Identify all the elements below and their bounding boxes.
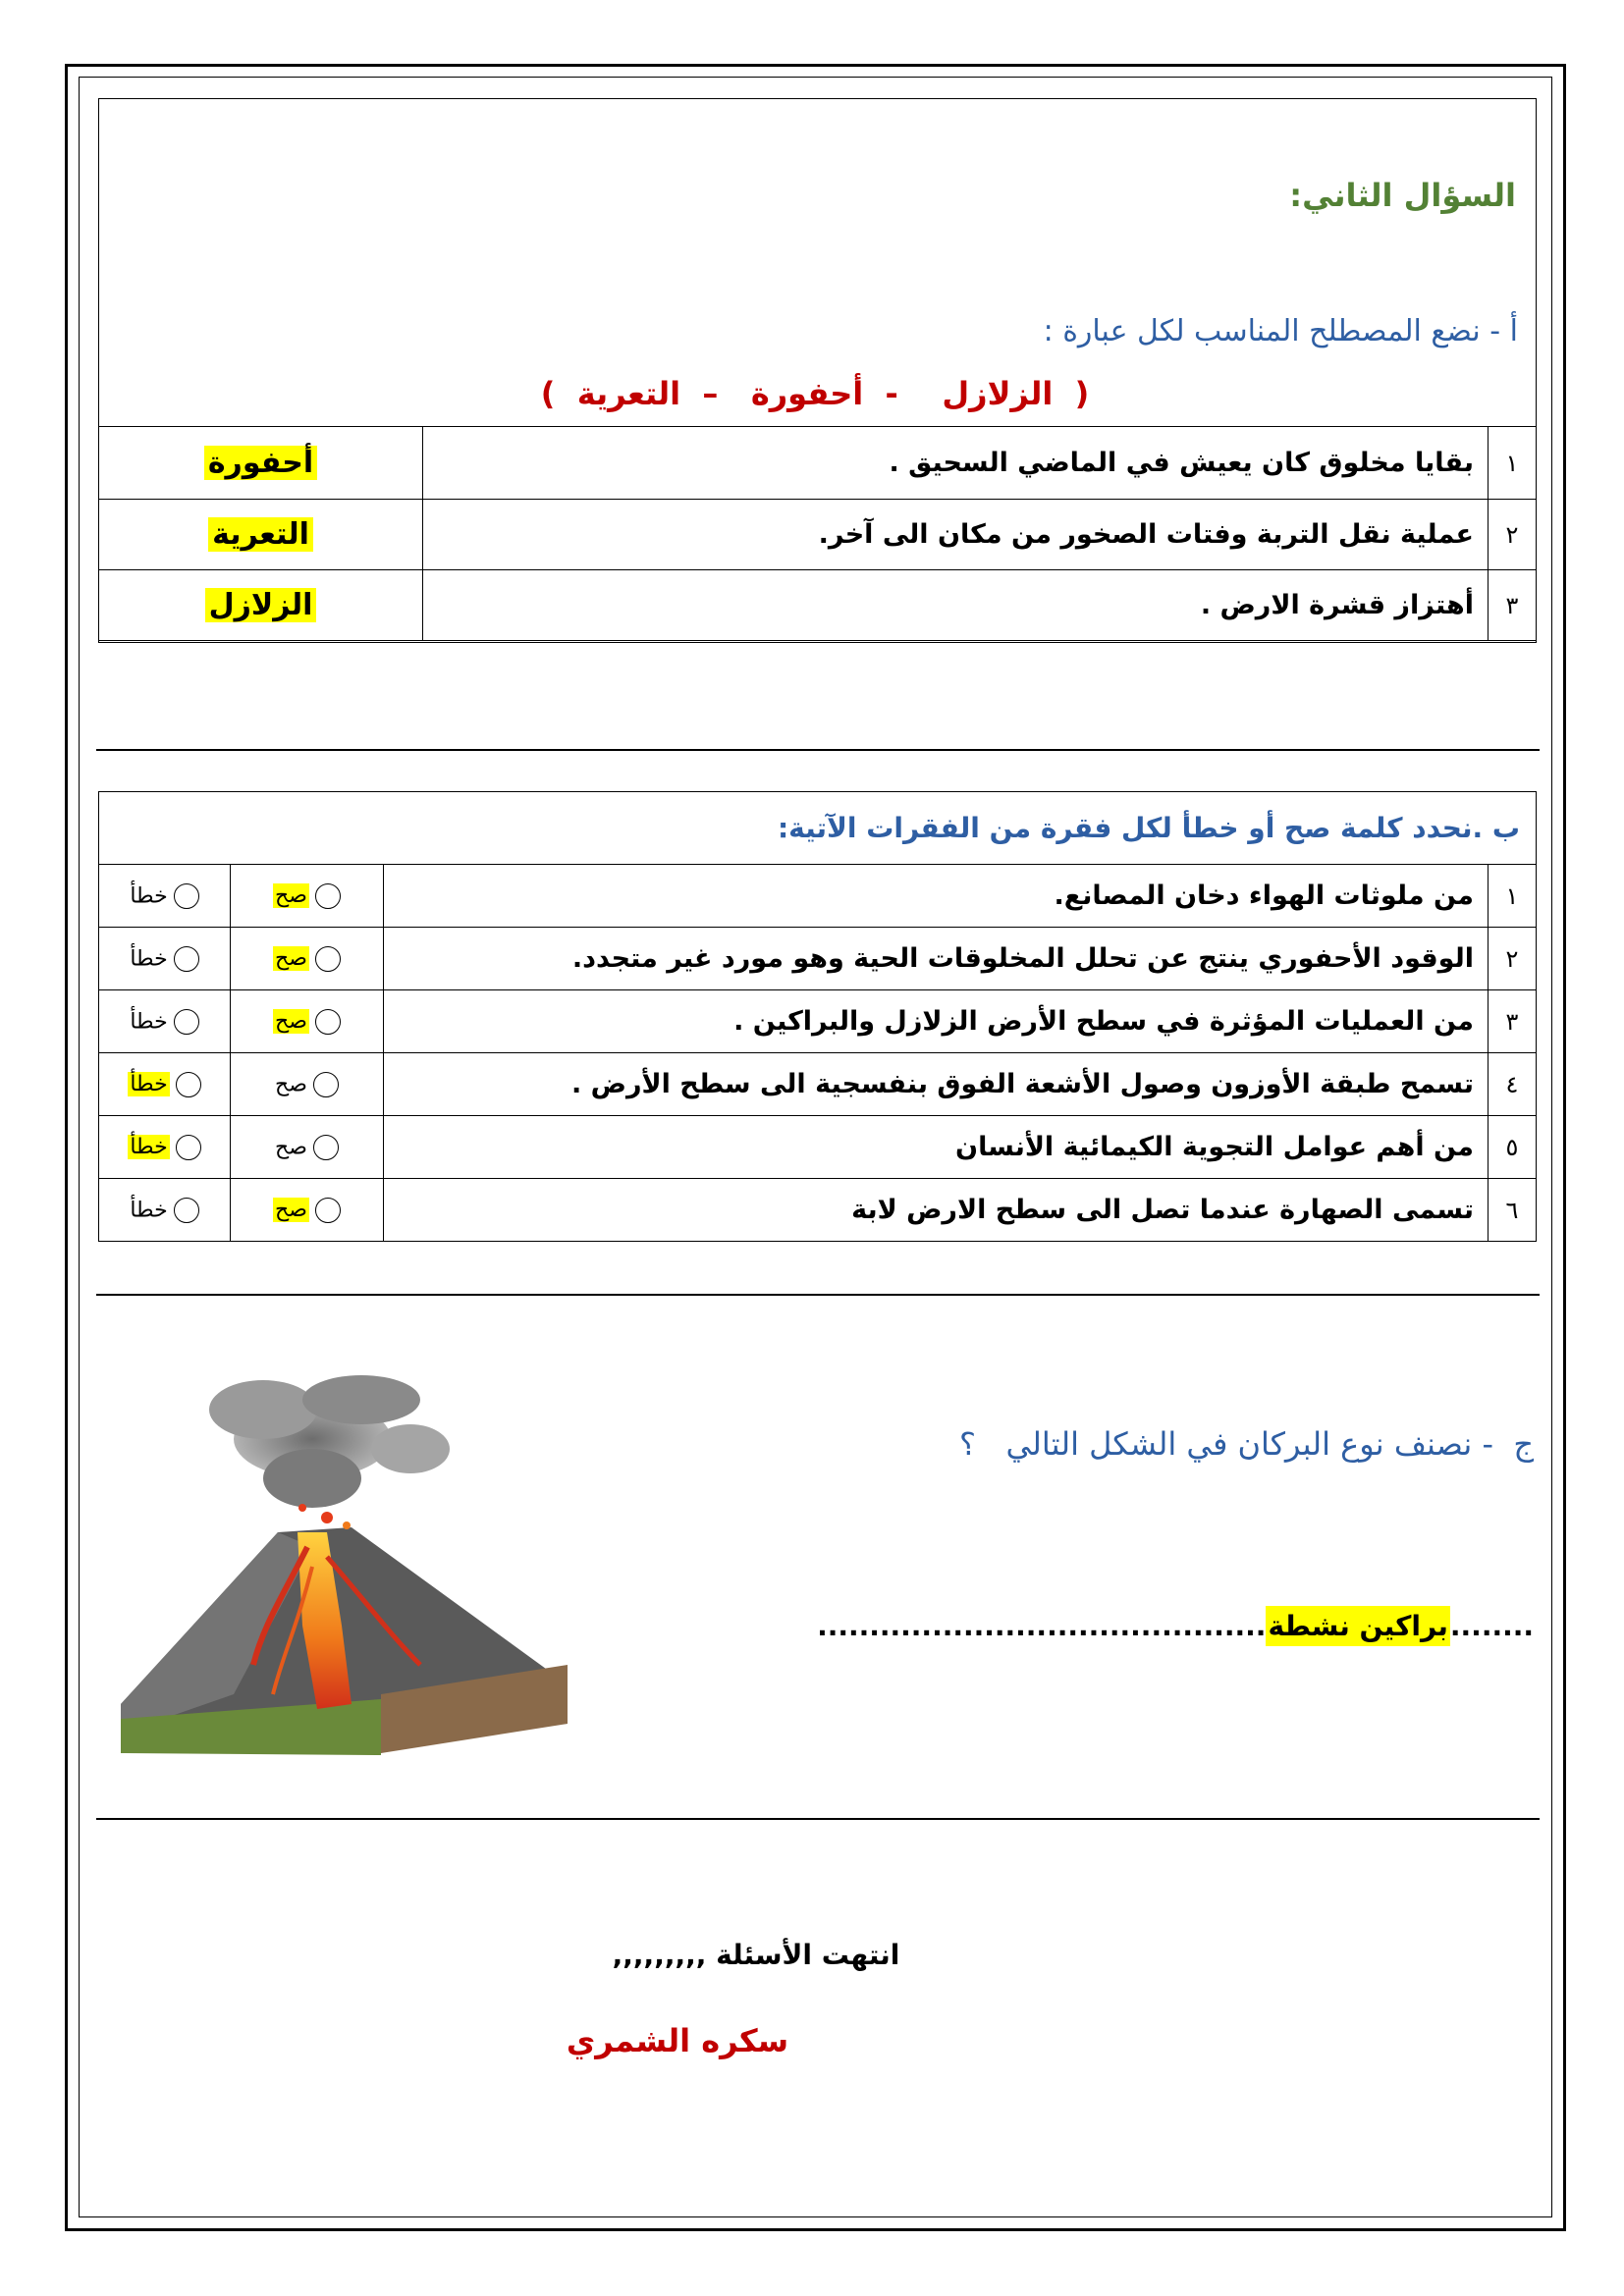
table-row	[99, 990, 1537, 1053]
option-label: صح	[275, 1072, 307, 1096]
option-label: صح	[275, 883, 307, 908]
row-number: ٦	[1489, 1179, 1537, 1242]
false-option[interactable]	[99, 1179, 231, 1242]
smoke-plume	[209, 1375, 450, 1508]
row-number: ٥	[1489, 1116, 1537, 1179]
part-a-heading: أ - نضع المصطلح المناسب لكل عبارة :	[1043, 314, 1518, 348]
row-answer	[99, 500, 423, 570]
option-label: خطأ	[130, 946, 168, 971]
answer-text: التعرية	[208, 517, 313, 552]
radio-circle-icon[interactable]	[176, 1135, 201, 1160]
row-number: ٣	[1489, 990, 1537, 1053]
part-b-table	[98, 791, 1537, 1242]
radio-circle-icon[interactable]	[174, 946, 199, 972]
table-row	[99, 500, 1537, 570]
false-option[interactable]	[99, 865, 231, 928]
divider-line	[96, 1818, 1540, 1820]
row-number: ٣	[1489, 570, 1537, 641]
row-statement: من أهم عوامل التجوية الكيمائية الأنسان	[384, 1116, 1489, 1179]
section-title: السؤال الثاني:	[1289, 177, 1516, 214]
false-option[interactable]	[99, 1053, 231, 1116]
table-row	[99, 1116, 1537, 1179]
word-bank: ( الزلازل - أحفورة – التعرية )	[540, 375, 1090, 412]
radio-circle-icon[interactable]	[174, 1009, 199, 1035]
option-label: صح	[275, 946, 307, 971]
row-statement: أهتزاز قشرة الارض .	[423, 570, 1489, 641]
option-label: خطأ	[130, 1135, 168, 1159]
radio-circle-icon[interactable]	[174, 883, 199, 909]
radio-circle-icon[interactable]	[313, 1072, 339, 1097]
part-b-heading: ب .نحدد كلمة صح أو خطأ لكل فقرة من الفقرات الآتية:	[99, 792, 1537, 865]
option-label: صح	[275, 1135, 307, 1159]
radio-circle-icon[interactable]	[315, 1198, 341, 1223]
option-label: خطأ	[130, 883, 168, 908]
answer-text: الزلازل	[205, 588, 317, 622]
author-name: سكره الشمري	[566, 2022, 789, 2059]
table-row	[99, 427, 1537, 500]
radio-circle-icon[interactable]	[315, 946, 341, 972]
answer-dots: ........	[1449, 1610, 1534, 1642]
divider-line	[96, 1294, 1540, 1296]
row-answer	[99, 570, 423, 641]
row-statement: من ملوثات الهواء دخان المصانع.	[384, 865, 1489, 928]
row-answer	[99, 427, 423, 500]
answer-text: أحفورة	[204, 446, 317, 480]
radio-circle-icon[interactable]	[313, 1135, 339, 1160]
table-row	[99, 865, 1537, 928]
true-option[interactable]	[231, 990, 384, 1053]
row-statement: بقايا مخلوق كان يعيش في الماضي السحيق .	[423, 427, 1489, 500]
radio-circle-icon[interactable]	[315, 1009, 341, 1035]
false-option[interactable]	[99, 928, 231, 990]
end-of-questions: انتهت الأسئلة ,,,,,,,,,	[612, 1939, 900, 1971]
part-c-answer-line	[817, 1610, 1534, 1642]
radio-circle-icon[interactable]	[315, 883, 341, 909]
radio-circle-icon[interactable]	[176, 1072, 201, 1097]
option-label: خطأ	[130, 1198, 168, 1222]
part-b-rows	[99, 865, 1537, 1242]
option-label: صح	[275, 1009, 307, 1034]
row-number: ١	[1489, 427, 1537, 500]
option-label: خطأ	[130, 1072, 168, 1096]
row-number: ٢	[1489, 500, 1537, 570]
part-a-table	[98, 426, 1537, 641]
false-option[interactable]	[99, 990, 231, 1053]
true-option[interactable]	[231, 1179, 384, 1242]
part-b-heading-row	[99, 792, 1537, 865]
radio-circle-icon[interactable]	[174, 1198, 199, 1223]
true-option[interactable]	[231, 928, 384, 990]
option-label: خطأ	[130, 1009, 168, 1034]
true-option[interactable]	[231, 1053, 384, 1116]
true-option[interactable]	[231, 865, 384, 928]
row-statement: عملية نقل التربة وفتات الصخور من مكان الى آخر.	[423, 500, 1489, 570]
part-c-heading: ج - نصنف نوع البركان في الشكل التالي ؟	[958, 1425, 1534, 1463]
row-statement: تسمى الصهارة عندما تصل الى سطح الارض لابة	[384, 1179, 1489, 1242]
row-statement: تسمح طبقة الأوزون وصول الأشعة الفوق بنفسجية الى سطح الأرض .	[384, 1053, 1489, 1116]
table-row	[99, 570, 1537, 641]
table-row	[99, 1179, 1537, 1242]
table-row	[99, 1053, 1537, 1116]
volcano-illustration	[116, 1370, 579, 1763]
option-label: صح	[275, 1198, 307, 1222]
divider-line	[96, 749, 1540, 751]
row-statement: الوقود الأحفوري ينتج عن تحلل المخلوقات الحية وهو مورد غير متجدد.	[384, 928, 1489, 990]
table-row	[99, 928, 1537, 990]
row-number: ٤	[1489, 1053, 1537, 1116]
true-option[interactable]	[231, 1116, 384, 1179]
false-option[interactable]	[99, 1116, 231, 1179]
part-c-answer: براكين نشطة	[1266, 1606, 1449, 1646]
row-number: ١	[1489, 865, 1537, 928]
row-statement: من العمليات المؤثرة في سطح الأرض الزلازل والبراكين .	[384, 990, 1489, 1053]
answer-dots: ...........................................	[817, 1610, 1267, 1642]
row-number: ٢	[1489, 928, 1537, 990]
